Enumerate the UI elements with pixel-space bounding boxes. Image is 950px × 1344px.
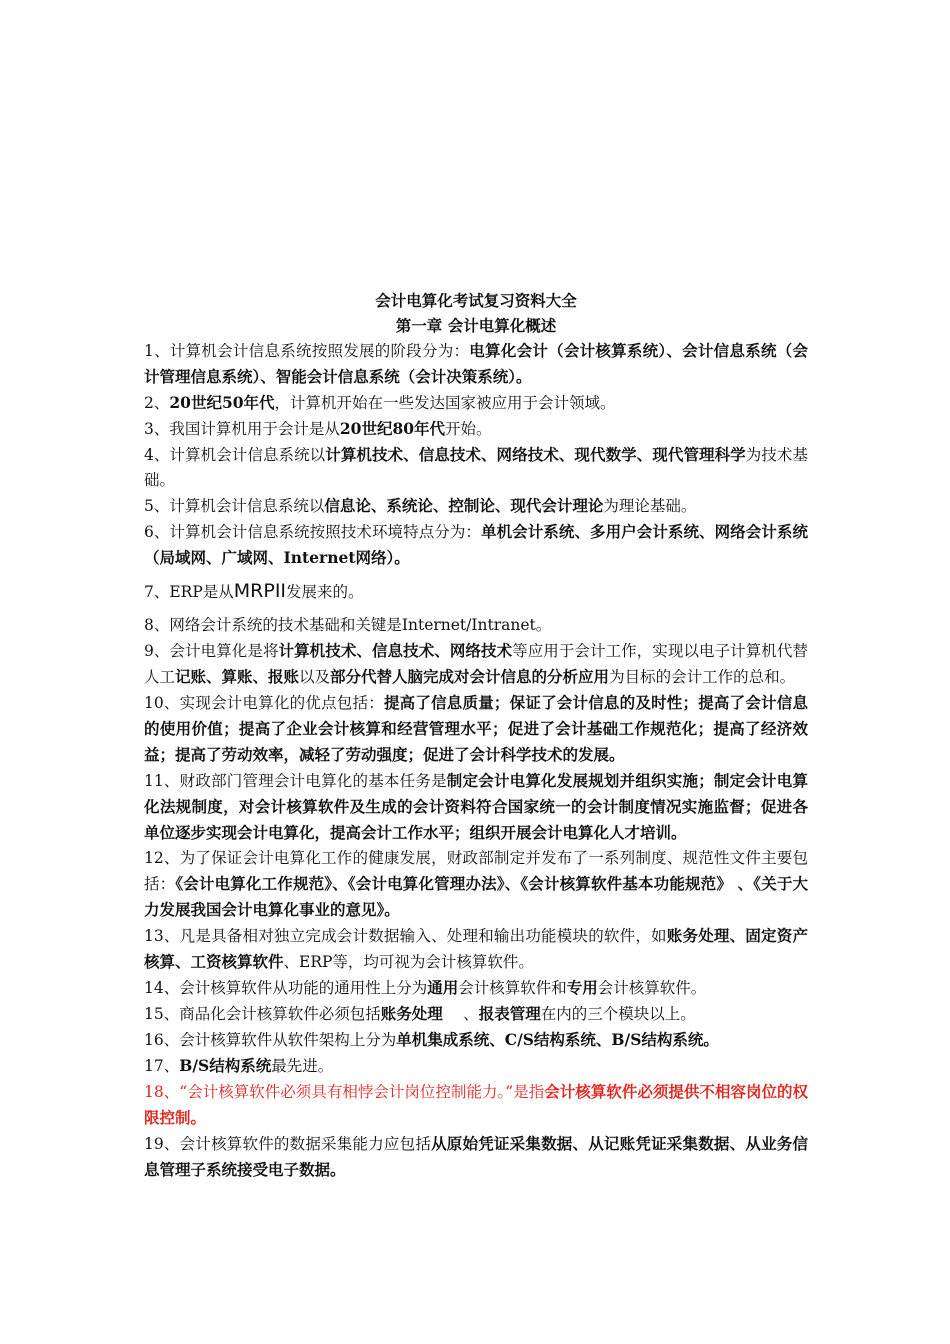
body-text: 8、网络会计系统的技术基础和关键是Internet/Intranet。 [144, 616, 552, 634]
emphasis-text: 《会计电算化工作规范》、《会计电算化管理办法》、《会计核算软件基本功能规范》 、《关于大力发展我国会计电算化事业的意见》。 [144, 874, 808, 919]
body-text: ，计算机开始在一些发达国家被应用于会计领域。 [274, 394, 616, 412]
body-text: 3、我国计算机用于会计是从 [144, 420, 340, 438]
body-text: 2、 [144, 394, 170, 412]
body-text: 、 [442, 1005, 479, 1023]
list-item-p10 [144, 690, 808, 768]
emphasis-text: 单机集成系统、C/S结构系统、B/S结构系统。 [396, 1030, 719, 1049]
emphasis-text: 通用 [427, 978, 459, 997]
body-text: 10、实现会计电算化的优点包括： [144, 694, 384, 712]
list-item-p9 [144, 638, 808, 690]
body-text: 会计核算软件。 [597, 979, 707, 997]
list-item-p5 [144, 493, 808, 519]
emphasis-text: 20世纪50年代 [169, 393, 275, 412]
body-text: 19、会计核算软件的数据采集能力应包括 [144, 1135, 432, 1153]
body-text: 最先进。 [271, 1057, 334, 1075]
body-text: 、ERP等，均可视为会计核算软件。 [283, 953, 534, 971]
body-text: 13、凡是具备相对独立完成会计数据输入、处理和输出功能模块的软件，如 [144, 927, 667, 945]
document-page [144, 288, 808, 1183]
emphasis-text: 记账、算账、报账 [175, 667, 300, 686]
body-text: 以及 [299, 668, 331, 686]
list-item-p19 [144, 1131, 808, 1183]
body-text: 7、ERP是从 [144, 583, 234, 601]
body-text: 开始。 [445, 420, 492, 438]
list-item-p13 [144, 923, 808, 975]
body-text: 为目标的会计工作的总和。 [609, 668, 796, 686]
emphasis-text: 计算机技术、信息技术、网络技术 [278, 641, 513, 660]
list-item-p17 [144, 1053, 808, 1079]
list-item-p14 [144, 975, 808, 1001]
body-text: 14、会计核算软件从功能的通用性上分为 [144, 979, 428, 997]
list-item-p2 [144, 390, 808, 416]
body-text: MRPII [233, 580, 287, 602]
document-title: 会计电算化考试复习资料大全 [375, 291, 577, 310]
body-text: 为技术基础。 [144, 446, 808, 489]
list-item-p12 [144, 846, 808, 923]
emphasis-text: 制定会计电算化发展规划并组织实施；制定会计电算化法规制度，对会计核算软件及生成的会计资料符合国家统一的会计制度情况实施监督；促进各单位逐步实现会计电算化，提高会计工作水平；组织开展会计电算化人才培训。 [144, 771, 808, 842]
emphasis-text: 报表管理 [478, 1004, 541, 1023]
body-text: 12、为了保证会计电算化工作的健康发展，财政部制定并发布了一系列制度、规范性文件主要包括： [144, 849, 808, 893]
emphasis-text: 会计核算软件必须提供不相容岗位的权限控制。 [144, 1082, 808, 1127]
emphasis-text: B/S结构系统 [179, 1056, 272, 1075]
emphasis-text: 专用 [566, 978, 598, 997]
body-text: 4、计算机会计信息系统以 [144, 446, 326, 464]
list-item-p1 [144, 338, 808, 390]
list-item-p11 [144, 768, 808, 846]
emphasis-text: 账务处理 [380, 1004, 443, 1023]
list-item-p8 [144, 613, 808, 638]
body-text: 5、计算机会计信息系统以 [144, 497, 325, 515]
emphasis-text: 从原始凭证采集数据、从记账凭证采集数据、从业务信息管理子系统接受电子数据。 [144, 1134, 808, 1179]
body-text: 1、计算机会计信息系统按照发展的阶段分为： [144, 342, 470, 360]
emphasis-text: 单机会计系统、多用户会计系统、网络会计系统（局域网、广域网、Internet网络）。 [144, 522, 808, 567]
body-text: 为理论基础。 [603, 497, 697, 515]
emphasis-text: 部分代替人脑完成对会计信息的分析应用 [330, 667, 610, 686]
list-item-p3 [144, 416, 808, 442]
body-text: 17、 [144, 1057, 180, 1075]
list-item-p15 [144, 1001, 808, 1027]
body-text: 会计核算软件和 [458, 979, 567, 997]
emphasis-text: 电算化会计（会计核算系统）、会计信息系统（会计管理信息系统）、智能会计信息系统（会计决策系统）。 [144, 341, 808, 386]
emphasis-text: 账务处理、固定资产核算、工资核算软件 [144, 926, 808, 971]
body-text: 发展来的。 [286, 583, 364, 601]
chapter-heading: 第一章 会计电算化概述 [395, 316, 557, 335]
body-text: 9、会计电算化是将 [144, 642, 279, 660]
item-list [144, 338, 808, 1183]
emphasis-text: 计算机技术、信息技术、网络技术、现代数学、现代管理科学 [325, 445, 746, 464]
list-item-p4 [144, 442, 808, 493]
body-text: 16、会计核算软件从软件架构上分为 [144, 1031, 397, 1049]
body-text: 等应用于会计工作，实现以电子计算机代替人工 [144, 642, 808, 686]
list-item-p7 [144, 579, 808, 605]
emphasis-text: 提高了信息质量；保证了会计信息的及时性；提高了会计信息的使用价值；提高了企业会计核算和经营管理水平；促进了会计基础工作规范化；提高了经济效益；提高了劳动效率，减轻了劳动强度；促进了会计科学技术的发展。 [144, 693, 808, 764]
body-text: 15、商品化会计核算软件必须包括 [144, 1005, 381, 1023]
list-item-p6 [144, 519, 808, 571]
body-text: 在内的三个模块以上。 [540, 1005, 696, 1023]
body-text: 11、财政部门管理会计电算化的基本任务是 [144, 772, 447, 790]
body-text: 18、“会计核算软件必须具有相悖会计岗位控制能力。”是指 [144, 1083, 545, 1101]
list-item-p18 [144, 1079, 808, 1131]
list-item-p16 [144, 1027, 808, 1053]
emphasis-text: 信息论、系统论、控制论、现代会计理论 [324, 496, 604, 515]
body-text: 6、计算机会计信息系统按照技术环境特点分为： [144, 523, 481, 541]
emphasis-text: 20世纪80年代 [339, 419, 446, 438]
